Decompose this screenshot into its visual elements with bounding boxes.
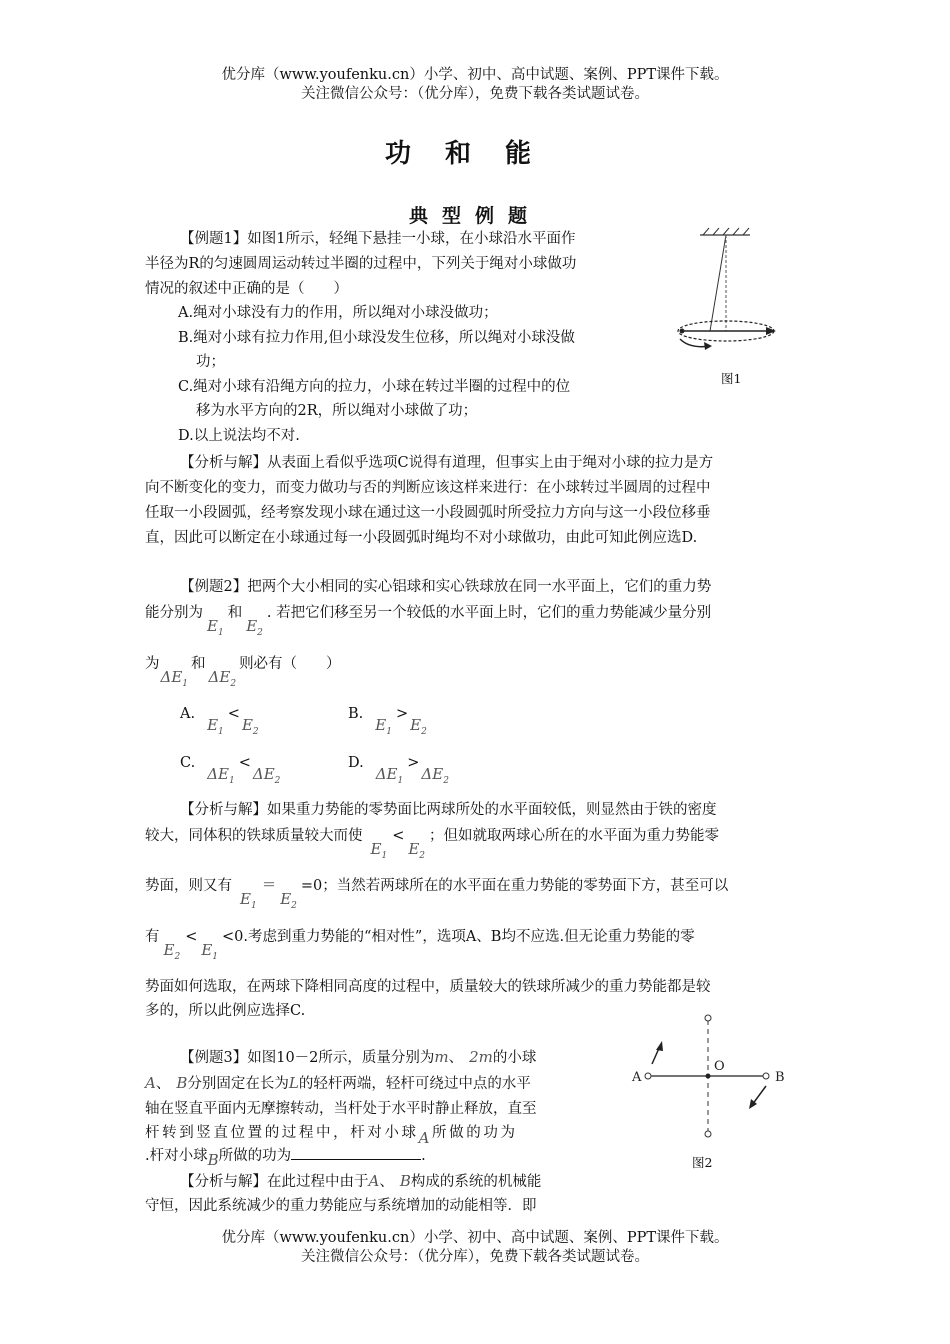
rotation-arrow-icon: [704, 342, 712, 350]
ex1-line-3: 情况的叙述中正确的是（ ）: [145, 281, 348, 297]
ex1-option-a: A.绳对小球没有力的作用，所以绳对小球没做功；: [178, 305, 498, 321]
ana1-line-2: 向不断变化的变力，而变力做功与否的判断应该这样来进行：在小球转过半圆周的过程中: [145, 480, 711, 496]
figure-2-caption: 图2: [692, 1155, 713, 1170]
ex3-line-3: 轴在竖直平面内无摩擦转动，当杆处于水平时静止释放，直至: [145, 1101, 537, 1117]
ana2-line-1: 【分析与解】如果重力势能的零势面比两球所处的水平面较低，则显然由于铁的密度: [180, 802, 717, 818]
ex1-option-c: C.绳对小球有沿绳方向的拉力，小球在转过半圈的过程中的位: [178, 379, 571, 395]
top-position-ball: [705, 1015, 711, 1021]
ex1-option-d: D.以上说法均不对.: [178, 428, 300, 444]
ex3-line-1: 【例题3】如图10－2所示，质量分别为m、 2m的小球: [180, 1048, 537, 1066]
ex1-option-b-cont: 功；: [196, 354, 225, 370]
string-line: [710, 235, 726, 331]
ana2-line-3: 势面，则又有$E_1=E_2=0$；当然若两球所在的水平面在重力势能的零势面下方，甚至可以: [145, 878, 729, 911]
header-line-1: 优分库（www.youfenku.cn）小学、初中、高中试题、案例、PPT课件下载。: [221, 67, 729, 83]
answer-blank[interactable]: [291, 1145, 421, 1160]
ex2-option-c: $C.\Delta E_1<\Delta E_2$: [180, 755, 281, 786]
figure-2-rod: [628, 1010, 798, 1155]
ex1-option-b: B.绳对小球有拉力作用,但小球没发生位移，所以绳对小球没做: [178, 330, 575, 346]
page-title: 功和能: [384, 139, 565, 169]
header-line-2: 关注微信公众号：（优分库），免费下载各类试题试卷。: [301, 86, 649, 102]
ana3-line-2: 守恒，因此系统减少的重力势能应与系统增加的动能相等．即: [145, 1198, 537, 1214]
footer-line-2: 关注微信公众号：（优分库），免费下载各类试题试卷。: [301, 1249, 649, 1265]
ball-b: [763, 1073, 769, 1079]
ana1-line-1: 【分析与解】从表面上看似乎选项C说得有道理，但事实上由于绳对小球的拉力是方: [180, 455, 714, 471]
label-b: B: [775, 1070, 785, 1085]
ball: [680, 329, 685, 334]
ceiling-hatch: [703, 228, 749, 235]
figure-1-pendulum: [670, 225, 790, 360]
footer-line-1: 优分库（www.youfenku.cn）小学、初中、高中试题、案例、PPT课件下载。: [221, 1230, 729, 1246]
bottom-position-ball: [705, 1131, 711, 1137]
ex1-line-1: 【例题1】如图1所示，轻绳下悬挂一小球，在小球沿水平面作: [180, 231, 576, 247]
label-o: O: [714, 1059, 725, 1074]
pivot-o: [706, 1074, 711, 1079]
ana1-line-3: 任取一小段圆弧，经考察发现小球在通过这一小段圆弧时所受拉力方向与这一小段位移垂: [145, 505, 711, 521]
ana2-line-2: 较大，同体积的铁球质量较大而使$E_1<E_2$；但如就取两球心所在的水平面为重力势能零: [145, 828, 720, 861]
ana3-line-1: 【分析与解】在此过程中由于A、 B构成的系统的机械能: [180, 1172, 542, 1190]
ana2-line-4: 有$E_2<E_1<0$.考虑到重力势能的“相对性”，选项A、B均不应选.但无论重力势能的零: [145, 929, 695, 962]
ex3-line-5: .杆对小球B所做的功为 .: [145, 1142, 426, 1169]
ex3-line-4: 杆转到竖直位置的过程中，杆对小球A所做的功为: [145, 1125, 518, 1147]
section-title: 典型例题: [408, 205, 541, 227]
ex2-line-3: 为$\Delta E_1$和$\Delta E_2$则必有（ ）: [145, 656, 341, 689]
ball-a: [645, 1073, 651, 1079]
ex1-line-2: 半径为R的匀速圆周运动转过半圈的过程中，下列关于绳对小球做功: [145, 256, 577, 272]
ana2-line-5: 势面如何选取，在两球下降相同高度的过程中，质量较大的铁球所减少的重力势能都是较: [145, 979, 711, 995]
ana1-line-4: 直，因此可以断定在小球通过每一小段圆弧时绳均不对小球做功，由此可知此例应选D.: [145, 530, 698, 546]
ana2-line-6: 多的，所以此例应选择C.: [145, 1003, 306, 1019]
ex3-line-2: A、 B分别固定在长为L的轻杆两端，轻杆可绕过中点的水平: [145, 1074, 531, 1092]
ex2-option-a: $A.E_1<E_2$: [180, 706, 259, 737]
label-a: A: [632, 1070, 642, 1085]
ex2-option-b: $B.E_1>E_2$: [348, 706, 427, 737]
ex1-option-c-cont: 移为水平方向的2R，所以绳对小球做了功；: [196, 403, 478, 419]
ex2-line-2: 能分别为$E_1$和$E_2$. 若把它们移至另一个较低的水平面上时，它们的重力势能减少量分别: [145, 605, 712, 638]
ex2-option-d: $D.\Delta E_1>\Delta E_2$: [348, 755, 449, 786]
ex2-line-1: 【例题2】把两个大小相同的实心铝球和实心铁球放在同一水平面上，它们的重力势: [180, 579, 712, 595]
figure-1-caption: 图1: [721, 371, 742, 386]
arrow-a-icon: [656, 1041, 663, 1051]
